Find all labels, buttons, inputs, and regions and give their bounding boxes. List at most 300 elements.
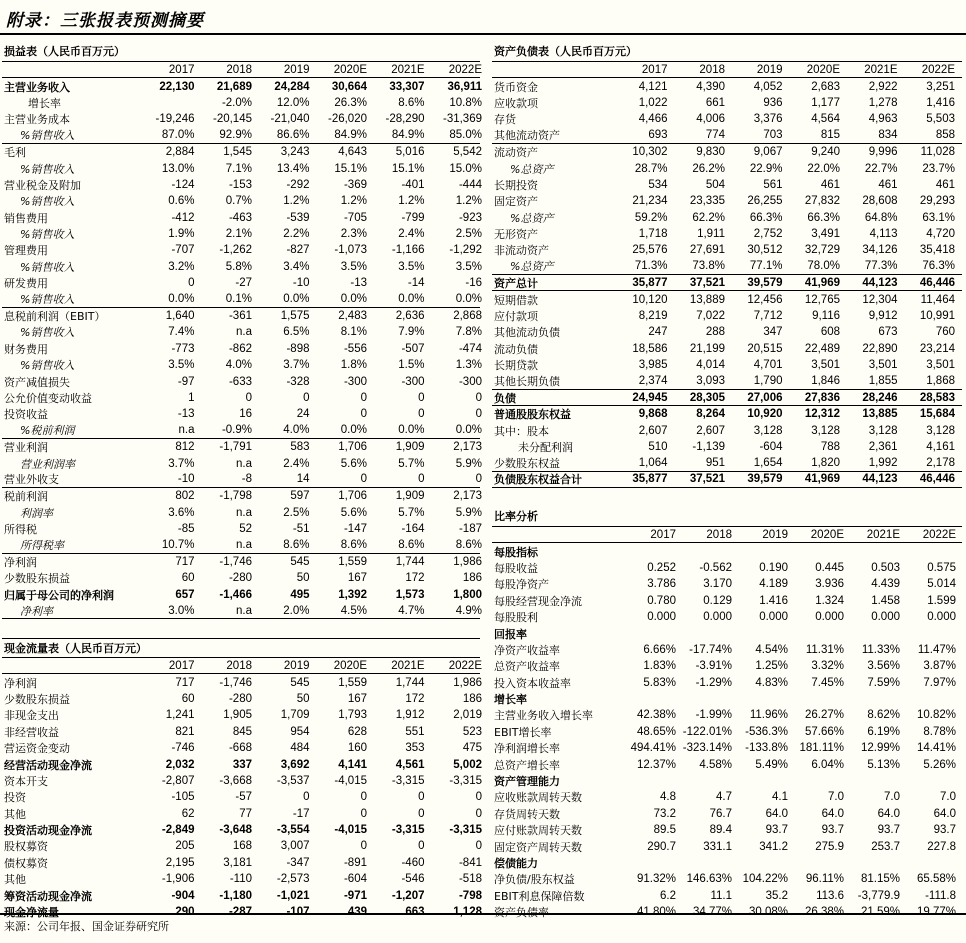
- value-cell: -13: [350, 277, 367, 290]
- ratio-row: [492, 756, 962, 772]
- value-cell: 2,173: [453, 441, 482, 454]
- row-label: 营运资金变动: [4, 742, 70, 756]
- value-cell: 2.4%: [398, 228, 425, 241]
- income-row: [2, 554, 480, 570]
- value-cell: -2.0%: [221, 96, 252, 109]
- value-cell: 30,664: [331, 80, 367, 93]
- value-cell: 6.2: [660, 889, 676, 902]
- value-cell: 9,868: [638, 408, 668, 421]
- income-row: [2, 357, 480, 373]
- value-cell: -2,807: [161, 774, 195, 787]
- value-cell: 5,016: [395, 146, 425, 159]
- value-cell: 186: [462, 572, 482, 585]
- income-row: [2, 160, 480, 176]
- row-label: %销售收入: [20, 195, 75, 209]
- value-cell: -3,554: [276, 824, 310, 837]
- value-cell: 13.0%: [161, 162, 195, 175]
- value-cell: -1,746: [219, 676, 252, 689]
- value-cell: -460: [401, 856, 425, 869]
- value-cell: 29,293: [919, 195, 955, 208]
- value-cell: -21,040: [270, 113, 310, 126]
- value-cell: 1,559: [338, 555, 367, 568]
- value-cell: 4.5%: [340, 604, 367, 617]
- value-cell: -971: [343, 889, 367, 902]
- value-cell: -0.562: [699, 561, 732, 574]
- value-cell: 181.11%: [799, 742, 844, 755]
- value-cell: 0.0%: [340, 293, 367, 306]
- balance-row: [492, 308, 962, 324]
- value-cell: 1.9%: [168, 228, 195, 241]
- value-cell: 4,052: [753, 80, 783, 93]
- year-header: 2020E: [806, 63, 840, 76]
- value-cell: 4.439: [871, 578, 900, 591]
- value-cell: 5,002: [453, 758, 482, 771]
- value-cell: 26.2%: [692, 162, 725, 175]
- value-cell: 703: [763, 129, 783, 142]
- row-label: 应付款项: [494, 310, 538, 324]
- value-cell: 0.000: [871, 611, 900, 624]
- value-cell: 2,178: [926, 457, 955, 470]
- ratio-row: [492, 806, 962, 822]
- value-cell: 41,969: [804, 276, 840, 289]
- value-cell: 0.780: [647, 594, 676, 607]
- value-cell: 2,922: [868, 80, 898, 93]
- value-cell: 4.0%: [283, 424, 310, 437]
- value-cell: -891: [343, 856, 367, 869]
- row-label: 主营业务收入增长率: [494, 709, 593, 723]
- value-cell: 7.0: [884, 791, 900, 804]
- value-cell: 89.4: [709, 824, 732, 837]
- value-cell: 0: [303, 392, 310, 404]
- ratio-row: [492, 560, 962, 576]
- ratio-row: [492, 855, 962, 871]
- value-cell: 0.0%: [398, 424, 425, 437]
- row-label: 增长率: [494, 693, 527, 707]
- value-cell: 5.7%: [398, 457, 425, 470]
- value-cell: 64.0: [877, 807, 900, 820]
- ratio-row: [492, 789, 962, 805]
- income-row: [2, 308, 480, 324]
- value-cell: 845: [232, 725, 252, 738]
- income-row: [2, 570, 480, 586]
- value-cell: 561: [763, 178, 783, 191]
- value-cell: 36,911: [447, 80, 482, 93]
- ratio-analysis-heading: 比率分析: [492, 507, 962, 527]
- value-cell: 494.41%: [630, 742, 676, 755]
- value-cell: 1.2%: [340, 195, 367, 208]
- value-cell: -51: [292, 523, 310, 536]
- value-cell: n.a: [236, 604, 252, 617]
- value-cell: 1,654: [753, 457, 783, 470]
- value-cell: n.a: [236, 326, 252, 339]
- value-cell: -3,315: [391, 824, 425, 837]
- value-cell: 46,446: [919, 276, 955, 289]
- value-cell: 4,720: [926, 228, 955, 241]
- value-cell: -8: [241, 473, 252, 486]
- row-label: 应付账款周转天数: [494, 824, 582, 838]
- value-cell: 37,521: [689, 473, 725, 486]
- row-label: %销售收入: [20, 129, 75, 143]
- ratio-row: [492, 707, 962, 723]
- value-cell: -799: [401, 211, 425, 224]
- value-cell: 7.1%: [225, 162, 252, 175]
- value-cell: 523: [462, 725, 482, 738]
- value-cell: -122.01%: [682, 725, 732, 738]
- value-cell: 4,561: [395, 758, 425, 771]
- value-cell: 4,564: [811, 113, 840, 126]
- cashflow-row: [2, 691, 480, 707]
- value-cell: 42.38%: [636, 709, 676, 722]
- value-cell: 4,141: [338, 758, 367, 771]
- value-cell: 1,022: [638, 96, 668, 109]
- value-cell: -153: [228, 178, 252, 191]
- value-cell: 2,607: [696, 424, 725, 437]
- value-cell: 0: [360, 840, 367, 853]
- value-cell: 20,515: [747, 342, 783, 355]
- value-cell: 22.7%: [864, 162, 898, 175]
- value-cell: -798: [458, 889, 482, 902]
- value-cell: 41,969: [804, 473, 840, 486]
- value-cell: -85: [177, 523, 195, 536]
- value-cell: 1,718: [638, 228, 668, 241]
- value-cell: 0: [418, 807, 425, 820]
- value-cell: 21,689: [216, 80, 252, 93]
- value-cell: -300: [343, 375, 367, 388]
- value-cell: 2,752: [753, 228, 783, 241]
- year-header-row: [2, 62, 480, 78]
- value-cell: 0: [475, 807, 482, 820]
- value-cell: 62.2%: [692, 211, 725, 224]
- value-cell: -746: [171, 742, 195, 755]
- value-cell: 4,390: [696, 80, 725, 93]
- value-cell: 3.936: [815, 578, 844, 591]
- value-cell: -3,779.9: [857, 889, 900, 902]
- row-label: 资产管理能力: [494, 775, 560, 789]
- value-cell: 30,512: [747, 244, 783, 257]
- row-label: 长期贷款: [494, 359, 538, 373]
- value-cell: 27,006: [747, 391, 783, 404]
- value-cell: -31,369: [442, 113, 482, 126]
- value-cell: 33,307: [389, 80, 425, 93]
- value-cell: 32,729: [804, 244, 840, 257]
- value-cell: 4,643: [338, 146, 367, 159]
- income-row: [2, 603, 480, 619]
- value-cell: 1,744: [395, 555, 425, 568]
- cashflow-row: [2, 756, 480, 772]
- value-cell: -1,139: [692, 441, 725, 454]
- ratio-row: [492, 740, 962, 756]
- value-cell: -133.8%: [745, 742, 788, 755]
- value-cell: 227.8: [927, 840, 956, 853]
- value-cell: 4,006: [696, 113, 725, 126]
- row-label: 其他: [4, 807, 26, 821]
- value-cell: -3,315: [449, 824, 482, 837]
- value-cell: 48.65%: [636, 725, 676, 738]
- value-cell: 6.19%: [867, 725, 900, 738]
- value-cell: 0: [475, 473, 482, 486]
- value-cell: -3.91%: [695, 660, 732, 673]
- value-cell: 93.7: [933, 824, 956, 837]
- value-cell: 76.7: [709, 807, 732, 820]
- value-cell: -1.29%: [695, 676, 732, 689]
- value-cell: 717: [175, 555, 195, 568]
- title-divider: [0, 33, 966, 35]
- value-cell: 1,846: [811, 375, 840, 388]
- row-label: 其他流动负债: [494, 326, 560, 340]
- value-cell: 9,912: [868, 310, 898, 323]
- value-cell: 802: [175, 490, 195, 503]
- row-label: 营业外收支: [4, 473, 59, 487]
- value-cell: 10.7%: [161, 539, 195, 552]
- value-cell: 91.32%: [636, 873, 676, 886]
- value-cell: 26.27%: [804, 709, 844, 722]
- value-cell: -28,290: [385, 113, 425, 126]
- value-cell: 353: [405, 742, 425, 755]
- row-label: 存货周转天数: [494, 807, 560, 821]
- row-label: 未分配利润: [518, 441, 573, 455]
- value-cell: 1,241: [165, 709, 195, 722]
- value-cell: 0.0%: [340, 424, 367, 437]
- value-cell: 11.47%: [917, 643, 956, 656]
- row-label: 研发费用: [4, 277, 48, 291]
- row-label: %总资产: [510, 162, 554, 176]
- value-cell: 5,542: [453, 146, 482, 159]
- value-cell: 0.575: [927, 561, 956, 574]
- value-cell: 3,128: [868, 424, 898, 437]
- value-cell: 5.83%: [643, 676, 676, 689]
- value-cell: -124: [171, 178, 195, 191]
- value-cell: 89.5: [653, 824, 676, 837]
- balance-row: [492, 193, 962, 209]
- value-cell: 12.37%: [636, 758, 676, 771]
- value-cell: 64.0: [821, 807, 844, 820]
- balance-row: [492, 423, 962, 439]
- value-cell: 3.6%: [168, 506, 195, 519]
- value-cell: 22,130: [159, 80, 195, 93]
- row-label: 筹资活动现金净流: [4, 889, 92, 903]
- value-cell: -3,315: [391, 774, 425, 787]
- value-cell: 1,855: [868, 375, 898, 388]
- income-row: [2, 423, 480, 439]
- row-label: 营业利润: [4, 441, 48, 455]
- value-cell: -300: [458, 375, 482, 388]
- value-cell: -707: [171, 244, 195, 257]
- value-cell: 15.1%: [334, 162, 367, 175]
- cashflow-row: [2, 789, 480, 805]
- value-cell: 608: [820, 326, 840, 339]
- ratio-row: [492, 691, 962, 707]
- cashflow-statement-heading: 现金流量表（人民币百万元）: [2, 638, 480, 658]
- source-note: 来源：公司年报、国金证券研究所: [4, 920, 169, 933]
- cashflow-row: [2, 806, 480, 822]
- value-cell: 27,691: [689, 244, 725, 257]
- ratio-row: [492, 773, 962, 789]
- value-cell: 11,028: [920, 146, 955, 159]
- value-cell: 1,905: [223, 709, 252, 722]
- value-cell: -27: [235, 277, 252, 290]
- value-cell: 628: [347, 725, 367, 738]
- year-header: 2022E: [921, 63, 955, 76]
- value-cell: 26,255: [747, 195, 783, 208]
- value-cell: 8.78%: [923, 725, 956, 738]
- value-cell: 84.9%: [334, 129, 367, 142]
- income-row: [2, 210, 480, 226]
- value-cell: 50: [296, 692, 310, 705]
- value-cell: -4,015: [334, 824, 367, 837]
- value-cell: 9,067: [753, 146, 783, 159]
- row-label: 总资产收益率: [494, 660, 560, 674]
- value-cell: 28.7%: [634, 162, 668, 175]
- year-header: 2020E: [810, 528, 844, 541]
- income-row: [2, 111, 480, 127]
- value-cell: 1,640: [165, 310, 195, 323]
- value-cell: 253.7: [871, 840, 900, 853]
- value-cell: 834: [878, 129, 898, 142]
- value-cell: 3.170: [703, 578, 732, 591]
- income-row: [2, 144, 480, 160]
- value-cell: 22,489: [804, 342, 840, 355]
- value-cell: 0: [418, 473, 425, 486]
- value-cell: 76.3%: [922, 260, 955, 273]
- value-cell: 673: [878, 326, 898, 339]
- value-cell: n.a: [236, 539, 252, 552]
- value-cell: 57.66%: [804, 725, 844, 738]
- value-cell: 16: [239, 408, 252, 421]
- value-cell: 545: [290, 676, 310, 689]
- value-cell: 35,418: [919, 244, 955, 257]
- value-cell: 168: [232, 840, 252, 853]
- balance-row: [492, 177, 962, 193]
- value-cell: 3,181: [223, 856, 252, 869]
- value-cell: 59.2%: [634, 211, 668, 224]
- row-label: %销售收入: [20, 326, 75, 340]
- row-label: %销售收入: [20, 293, 75, 307]
- value-cell: 11.31%: [805, 643, 844, 656]
- balance-row: [492, 226, 962, 242]
- row-label: 投资: [4, 791, 26, 805]
- value-cell: 28,583: [919, 391, 955, 404]
- value-cell: 9,830: [696, 146, 725, 159]
- value-cell: -536.3%: [745, 725, 788, 738]
- row-label: 少数股东权益: [494, 457, 560, 471]
- value-cell: 39,579: [747, 473, 783, 486]
- value-cell: -369: [343, 178, 367, 191]
- value-cell: -401: [401, 178, 425, 191]
- value-cell: -668: [228, 742, 252, 755]
- row-label: 偿债能力: [494, 857, 538, 870]
- value-cell: -1,798: [219, 490, 252, 503]
- value-cell: 7.45%: [811, 676, 844, 689]
- balance-row: [492, 259, 962, 275]
- year-header: 2017: [641, 63, 668, 76]
- ratio-row: [492, 838, 962, 854]
- value-cell: 8.6%: [398, 539, 425, 552]
- value-cell: 693: [648, 129, 668, 142]
- income-row: [2, 505, 480, 521]
- value-cell: 290.7: [647, 840, 676, 853]
- value-cell: n.a: [236, 506, 252, 519]
- year-header: 2021E: [866, 528, 900, 541]
- value-cell: 1,912: [395, 709, 425, 722]
- value-cell: 2,884: [165, 146, 195, 159]
- year-header: 2020E: [333, 63, 367, 76]
- value-cell: 1,986: [453, 555, 482, 568]
- value-cell: 1,800: [453, 588, 482, 601]
- value-cell: 2,374: [638, 375, 668, 388]
- value-cell: 5.8%: [225, 260, 252, 273]
- ratio-row: [492, 888, 962, 904]
- balance-row: [492, 357, 962, 373]
- value-cell: -13: [177, 408, 195, 421]
- value-cell: 1,868: [926, 375, 955, 388]
- value-cell: 3.87%: [923, 660, 956, 673]
- row-label: 每股股利: [494, 611, 538, 625]
- value-cell: 5.9%: [455, 457, 482, 470]
- value-cell: 1.25%: [755, 660, 788, 673]
- value-cell: 0: [475, 840, 482, 853]
- ratio-row: [492, 625, 962, 641]
- value-cell: 0: [188, 277, 195, 290]
- value-cell: 62: [181, 807, 195, 820]
- value-cell: 172: [405, 692, 425, 705]
- value-cell: -1,746: [219, 555, 252, 568]
- year-header-row: [2, 658, 480, 674]
- balance-row: [492, 275, 962, 291]
- value-cell: 27,832: [804, 195, 840, 208]
- row-label: 息税前利润（EBIT）: [4, 310, 106, 324]
- value-cell: 4.54%: [755, 643, 788, 656]
- value-cell: 22.9%: [749, 162, 783, 175]
- row-label: 短期借款: [494, 293, 538, 307]
- value-cell: 3,501: [868, 359, 898, 372]
- value-cell: 85.0%: [449, 129, 482, 142]
- value-cell: 461: [935, 178, 955, 191]
- value-cell: 1,709: [280, 709, 310, 722]
- value-cell: 8,219: [638, 310, 668, 323]
- value-cell: 1.5%: [398, 359, 425, 372]
- row-label: 非现金支出: [4, 709, 59, 723]
- row-label: 股权募资: [4, 840, 48, 854]
- value-cell: 3.2%: [168, 260, 195, 273]
- row-label: 主营业务成本: [4, 113, 70, 127]
- value-cell: 0.190: [759, 561, 788, 574]
- value-cell: -57: [235, 791, 252, 804]
- row-label: EBIT增长率: [494, 725, 552, 739]
- value-cell: 23.7%: [922, 162, 955, 175]
- value-cell: 3,501: [926, 359, 955, 372]
- value-cell: 1,416: [926, 96, 955, 109]
- value-cell: 12,304: [862, 293, 898, 306]
- value-cell: -705: [343, 211, 367, 224]
- value-cell: 4.8: [660, 791, 676, 804]
- value-cell: -1,180: [219, 889, 252, 902]
- row-label: 债权募资: [4, 856, 48, 870]
- row-label: 所得税: [4, 523, 37, 537]
- row-label: 利润率: [20, 506, 53, 520]
- row-label: 负债股东权益合计: [494, 473, 582, 487]
- ratio-row: [492, 658, 962, 674]
- balance-row: [492, 78, 962, 94]
- value-cell: -1,906: [161, 873, 195, 886]
- row-label: 资产总计: [494, 276, 538, 290]
- value-cell: 104.22%: [742, 873, 788, 886]
- value-cell: 3.0%: [168, 604, 195, 617]
- value-cell: -539: [286, 211, 310, 224]
- row-label: 所得税率: [20, 539, 64, 553]
- value-cell: -1,021: [276, 889, 310, 902]
- row-label: 非经营收益: [4, 725, 59, 739]
- cashflow-row: [2, 707, 480, 723]
